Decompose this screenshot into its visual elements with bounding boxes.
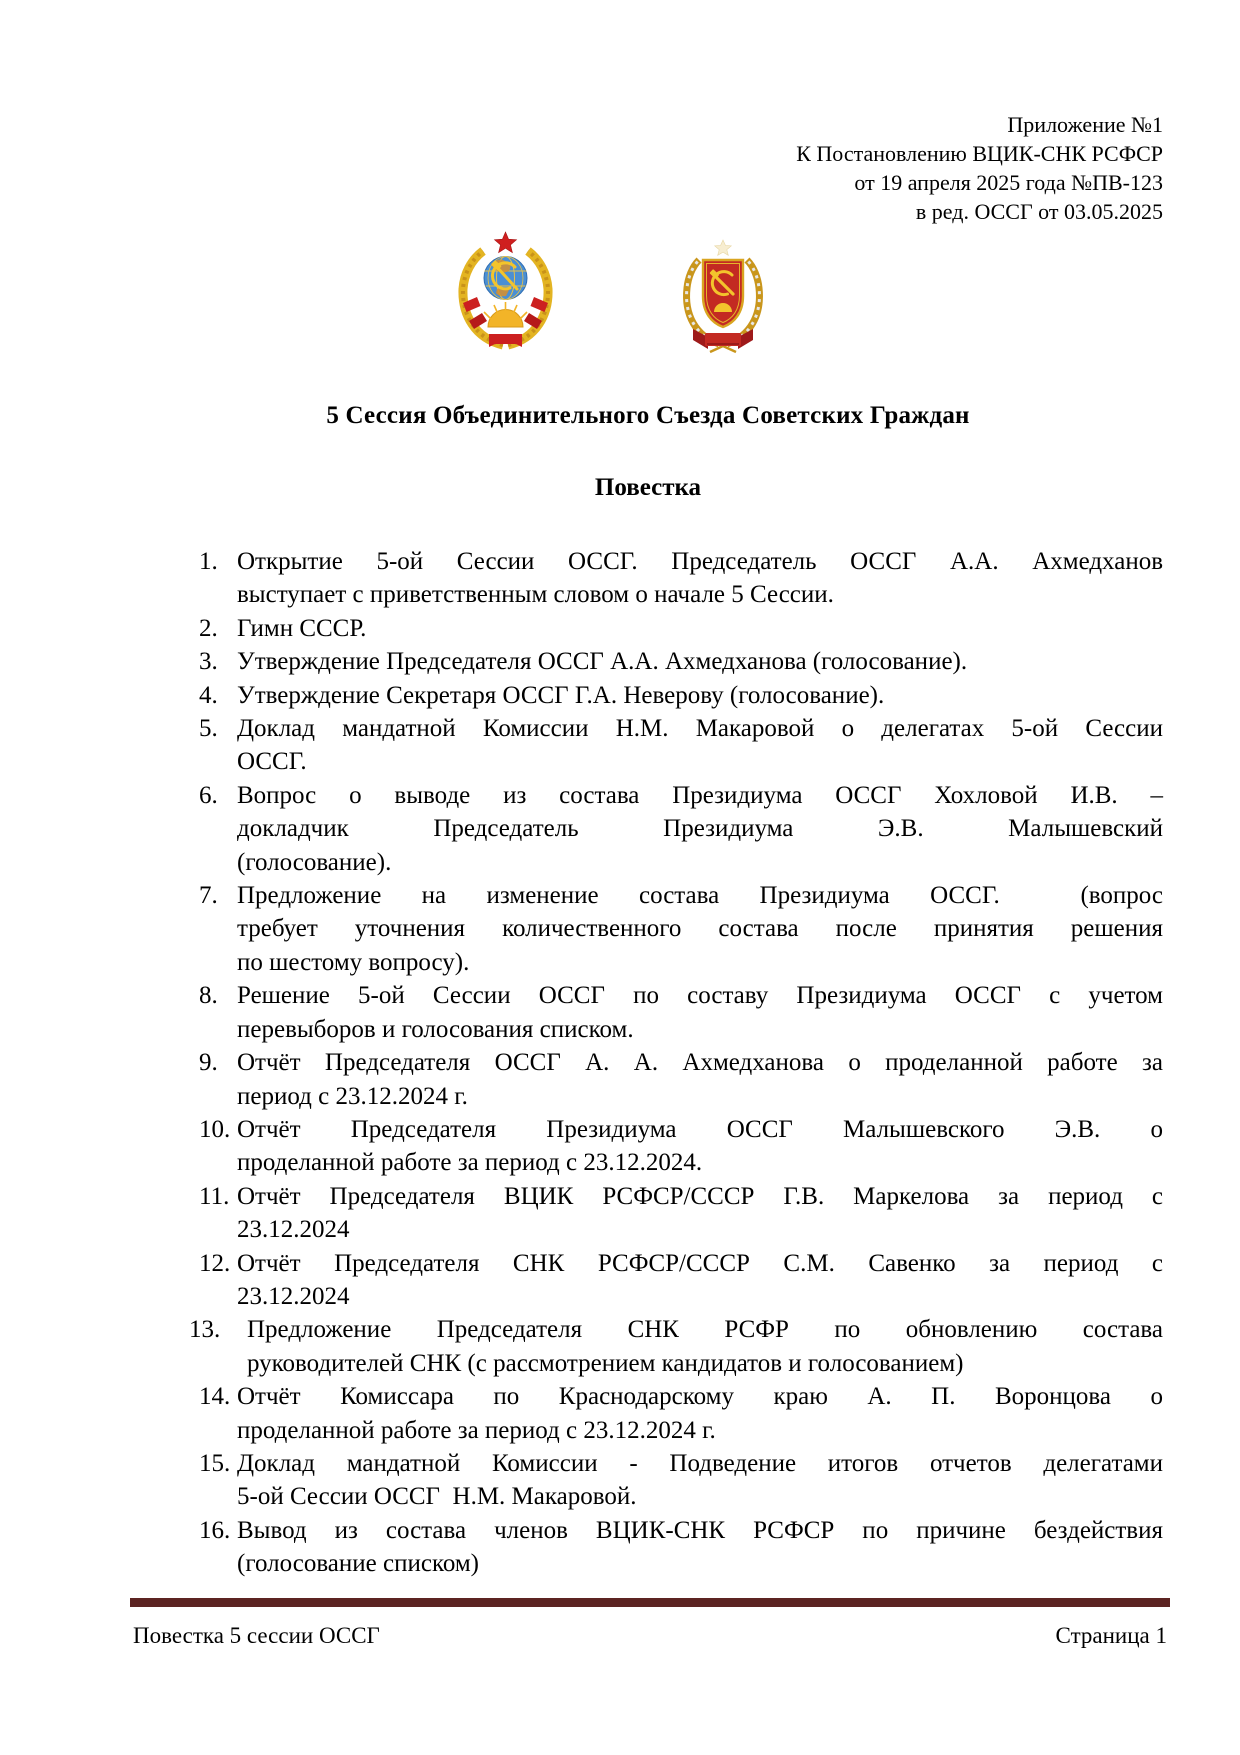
agenda-item bbox=[133, 712, 1163, 779]
agenda-item-number: 16. bbox=[199, 1516, 231, 1544]
agenda-text-line: 5-ой Сессии ОССГ Н.М. Макаровой. bbox=[237, 1483, 637, 1511]
agenda-item-number: 10. bbox=[199, 1115, 231, 1143]
footer-divider bbox=[130, 1598, 1170, 1607]
header-line: от 19 апреля 2025 года №ПВ-123 bbox=[854, 170, 1163, 195]
header-line: в ред. ОССГ от 03.05.2025 bbox=[915, 199, 1163, 224]
agenda-text-line: требует уточнения количественного состава после принятия решения bbox=[237, 915, 1163, 943]
agenda-item bbox=[133, 1447, 1163, 1514]
agenda-text-line: докладчик Председатель Президиума Э.В. Малышевский bbox=[237, 815, 1163, 843]
agenda-item-text bbox=[237, 679, 1163, 712]
agenda-item-number: 4. bbox=[199, 681, 218, 709]
agenda-text-line: проделанной работе за период с 23.12.2024. bbox=[237, 1149, 703, 1177]
agenda-item-text bbox=[237, 645, 1163, 678]
agenda-text-line: 23.12.2024 bbox=[237, 1282, 350, 1310]
agenda-item-text bbox=[237, 612, 1163, 645]
agenda-item-number: 12. bbox=[199, 1249, 231, 1277]
agenda-text-line: Отчёт Председателя ОССГ А. А. Ахмедханова о проделанной работе за bbox=[237, 1049, 1163, 1077]
agenda-item bbox=[133, 1247, 1163, 1314]
agenda-item-text bbox=[247, 1313, 1163, 1380]
agenda-text-line: проделанной работе за период с 23.12.2024 г. bbox=[237, 1416, 716, 1444]
agenda-text-line: Отчёт Председателя Президиума ОССГ Малышевского Э.В. о bbox=[237, 1115, 1163, 1143]
agenda-item-text bbox=[237, 1180, 1163, 1247]
agenda-item bbox=[133, 1380, 1163, 1447]
agenda-item-number: 13. bbox=[189, 1316, 221, 1344]
footer-document-label: Повестка 5 сессии ОССГ bbox=[133, 1623, 380, 1648]
agenda-text-line: (голосование). bbox=[237, 848, 392, 876]
agenda-text-line: перевыборов и голосования списком. bbox=[237, 1015, 634, 1043]
agenda-item bbox=[133, 1113, 1163, 1180]
agenda-item bbox=[133, 1313, 1163, 1380]
footer-page-number: Страница 1 bbox=[1055, 1623, 1167, 1648]
agenda-item-number: 5. bbox=[199, 715, 218, 743]
agenda-item-number: 9. bbox=[199, 1049, 218, 1077]
agenda-text-line: (голосование списком) bbox=[237, 1550, 479, 1578]
agenda-text-line: Утверждение Секретаря ОССГ Г.А. Неверову (голосование). bbox=[237, 681, 885, 709]
agenda-text-line: Доклад мандатной Комиссии - Подведение итогов отчетов делегатами bbox=[237, 1449, 1163, 1477]
agenda-item-number: 11. bbox=[199, 1182, 230, 1210]
agenda-text-line: ОССГ. bbox=[237, 748, 307, 776]
agenda-item-text bbox=[237, 1380, 1163, 1447]
agenda-item bbox=[133, 1046, 1163, 1113]
agenda-text-line: период с 23.12.2024 г. bbox=[237, 1082, 468, 1110]
agenda-item-text bbox=[237, 1514, 1163, 1581]
agenda-item bbox=[133, 879, 1163, 979]
agenda-text-line: Утверждение Председателя ОССГ А.А. Ахмедханова (голосование). bbox=[237, 648, 968, 676]
header-block bbox=[133, 110, 1163, 226]
agenda-text-line: Отчёт Комиссара по Краснодарскому краю А. П. Воронцова о bbox=[237, 1383, 1163, 1411]
agenda-text-line: Решение 5-ой Сессии ОССГ по составу Президиума ОССГ с учетом bbox=[237, 982, 1163, 1010]
agenda-text-line: Отчёт Председателя СНК РСФСР/СССР С.М. Савенко за период с bbox=[237, 1249, 1163, 1277]
agenda-item bbox=[133, 1180, 1163, 1247]
agenda-item bbox=[133, 545, 1163, 612]
agenda-item-text bbox=[237, 879, 1163, 979]
agenda-item-number: 14. bbox=[199, 1383, 231, 1411]
agenda-item bbox=[133, 645, 1163, 678]
agenda-item-number: 6. bbox=[199, 781, 218, 809]
agenda-text-line: Отчёт Председателя ВЦИК РСФСР/СССР Г.В. Маркелова за период с bbox=[237, 1182, 1163, 1210]
agenda-item bbox=[133, 612, 1163, 645]
agenda-text-line: Доклад мандатной Комиссии Н.М. Макаровой о делегатах 5-ой Сессии bbox=[237, 715, 1163, 743]
agenda-item-number: 2. bbox=[199, 614, 218, 642]
agenda-text-line: Вопрос о выводе из состава Президиума ОССГ Хохловой И.В. – bbox=[237, 781, 1163, 809]
agenda-text-line: 23.12.2024 bbox=[237, 1216, 350, 1244]
agenda-item-text bbox=[237, 1447, 1163, 1514]
header-line: Приложение №1 bbox=[1007, 112, 1163, 137]
agenda-text-line: Гимн СССР. bbox=[237, 614, 367, 642]
agenda-item bbox=[133, 979, 1163, 1046]
document-subtitle: Повестка bbox=[594, 474, 702, 501]
agenda-item-text bbox=[237, 545, 1163, 612]
page-footer bbox=[133, 1621, 1167, 1651]
ussr-coat-of-arms-icon bbox=[453, 231, 558, 357]
agenda-item-text bbox=[237, 1113, 1163, 1180]
agenda-item-text bbox=[237, 1046, 1163, 1113]
rsfsr-coat-of-arms-icon bbox=[678, 236, 768, 360]
agenda-item-text bbox=[237, 779, 1163, 879]
agenda-item-number: 1. bbox=[199, 548, 218, 575]
agenda-text-line: Предложение на изменение состава Президиума ОССГ. (вопрос bbox=[237, 882, 1163, 910]
agenda-item bbox=[133, 779, 1163, 879]
agenda-text-line: руководителей СНК (с рассмотрением кандидатов и голосованием) bbox=[247, 1349, 964, 1377]
agenda-text-line: по шестому вопросу). bbox=[237, 948, 470, 976]
agenda-item bbox=[133, 679, 1163, 712]
document-title: 5 Сессия Объединительного Съезда Советских Граждан bbox=[326, 402, 970, 429]
agenda-text-line: выступает с приветственным словом о начале 5 Сессии. bbox=[237, 581, 834, 609]
agenda-item-number: 3. bbox=[199, 648, 218, 676]
agenda-item-number: 7. bbox=[199, 882, 218, 910]
header-line: К Постановлению ВЦИК-СНК РСФСР bbox=[796, 141, 1163, 166]
agenda-list bbox=[133, 545, 1163, 1581]
agenda-item-number: 15. bbox=[199, 1449, 231, 1477]
agenda-item-number: 8. bbox=[199, 982, 218, 1010]
agenda-text-line: Вывод из состава членов ВЦИК-СНК РСФСР по причине бездействия bbox=[237, 1516, 1163, 1544]
agenda-item-text bbox=[237, 979, 1163, 1046]
agenda-item bbox=[133, 1514, 1163, 1581]
agenda-item-text bbox=[237, 712, 1163, 779]
agenda-text-line: Предложение Председателя СНК РСФР по обновлению состава bbox=[247, 1316, 1163, 1344]
agenda-text-line: Открытие 5-ой Сессии ОССГ. Председатель ОССГ А.А. Ахмедханов bbox=[237, 548, 1163, 575]
agenda-item-text bbox=[237, 1247, 1163, 1314]
